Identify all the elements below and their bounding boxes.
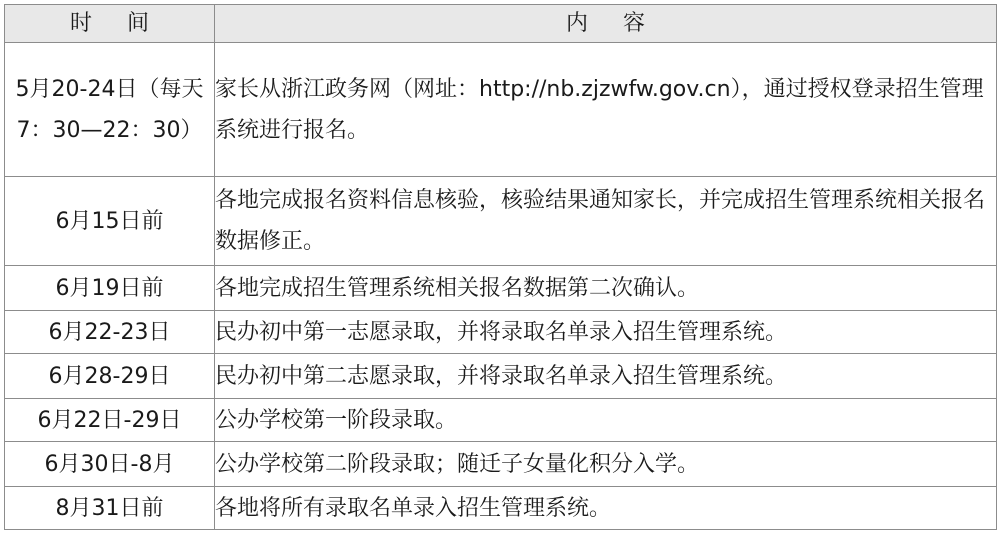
table-row (5, 487, 997, 530)
time-cell: 6月15日前 (5, 177, 215, 266)
table-row (5, 43, 997, 177)
content-cell: 各地将所有录取名单录入招生管理系统。 (215, 487, 997, 530)
time-cell: 6月28-29日 (5, 354, 215, 399)
table-row (5, 354, 997, 399)
table-row (5, 177, 997, 266)
table-row (5, 399, 997, 442)
table-row (5, 442, 997, 487)
header-time: 时 间 (5, 5, 215, 43)
time-cell: 6月19日前 (5, 266, 215, 311)
content-cell: 公办学校第二阶段录取；随迁子女量化积分入学。 (215, 442, 997, 487)
table-row (5, 311, 997, 354)
content-cell: 各地完成报名资料信息核验，核验结果通知家长，并完成招生管理系统相关报名数据修正。 (215, 177, 997, 266)
table-row (5, 266, 997, 311)
content-cell: 民办初中第一志愿录取，并将录取名单录入招生管理系统。 (215, 311, 997, 354)
time-cell: 6月30日-8月 (5, 442, 215, 487)
table-header-row (5, 5, 997, 43)
time-cell: 5月20-24日（每天7：30—22：30） (5, 43, 215, 177)
content-cell: 各地完成招生管理系统相关报名数据第二次确认。 (215, 266, 997, 311)
time-cell: 6月22-23日 (5, 311, 215, 354)
time-cell: 8月31日前 (5, 487, 215, 530)
time-cell: 6月22日-29日 (5, 399, 215, 442)
header-content: 内 容 (215, 5, 997, 43)
enrollment-schedule-table (4, 4, 997, 530)
content-cell: 公办学校第一阶段录取。 (215, 399, 997, 442)
content-cell: 家长从浙江政务网（网址：http://nb.zjzwfw.gov.cn），通过授权登录招生管理系统进行报名。 (215, 43, 997, 177)
content-cell: 民办初中第二志愿录取，并将录取名单录入招生管理系统。 (215, 354, 997, 399)
